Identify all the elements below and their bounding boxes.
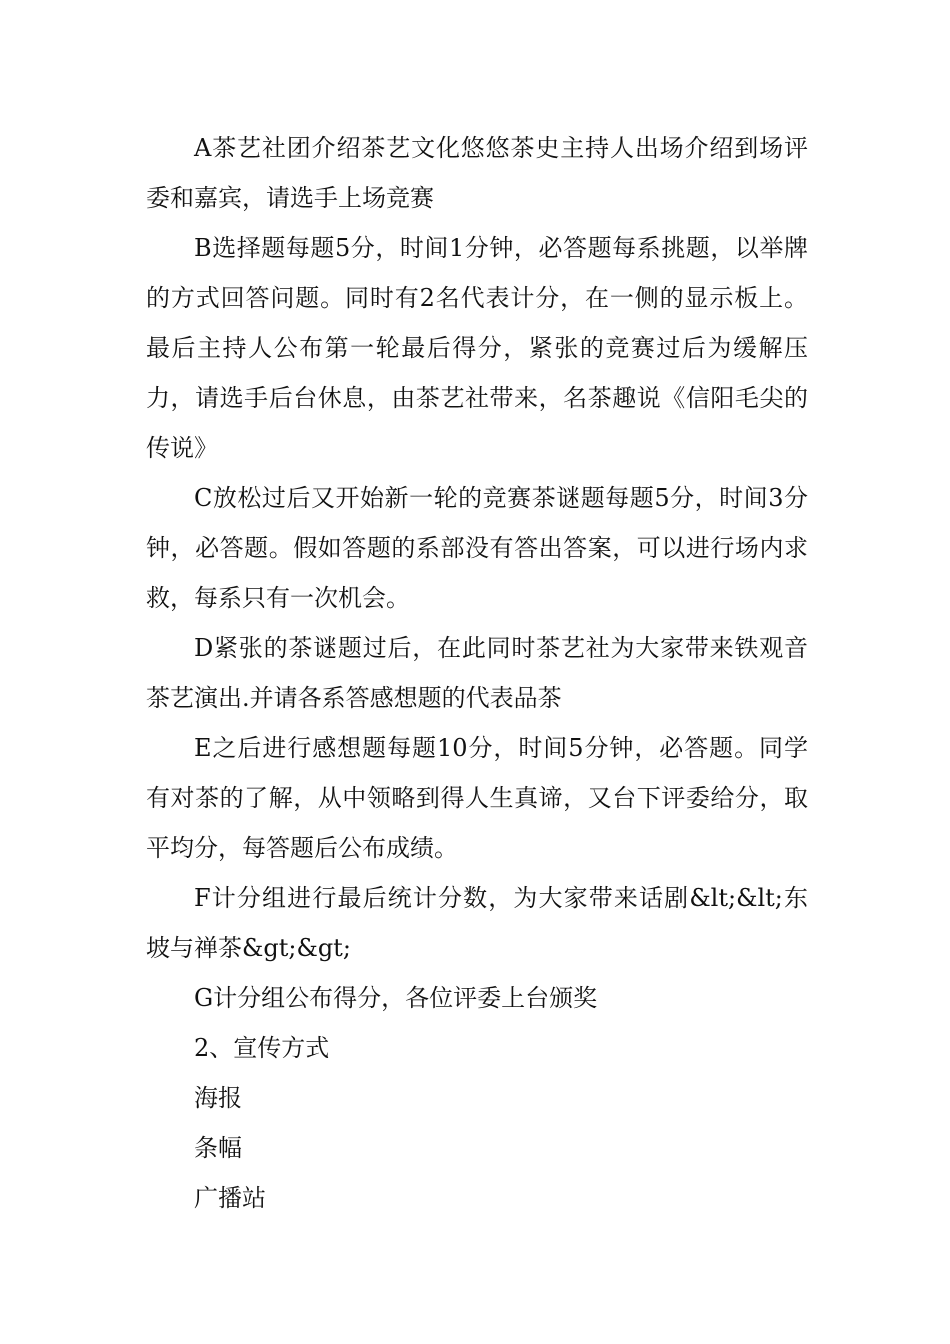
paragraph-f: F计分组进行最后统计分数，为大家带来话剧&lt;&lt;东坡与禅茶&gt;&gt;	[146, 884, 808, 962]
paragraph-c: C放松过后又开始新一轮的竞赛茶谜题每题5分，时间3分钟，必答题。假如答题的系部没有答出答案，可以进行场内求救，每系只有一次机会。	[146, 484, 808, 612]
paragraph-d: D紧张的茶谜题过后，在此同时茶艺社为大家带来铁观音茶艺演出.并请各系答感想题的代表品茶	[146, 634, 808, 712]
paragraph-b: B选择题每题5分，时间1分钟，必答题每系挑题，以举牌的方式回答问题。同时有2名代表计分，在一侧的显示板上。最后主持人公布第一轮最后得分，紧张的竞赛过后为缓解压力，请选手后台休息，由茶艺社带来，名茶趣说《信阳毛尖的传说》	[146, 234, 808, 462]
paragraph-e: E之后进行感想题每题10分，时间5分钟，必答题。同学有对茶的了解，从中领略到得人生真谛，又台下评委给分，取平均分，每答题后公布成绩。	[146, 734, 808, 862]
document-body	[146, 123, 808, 1223]
paragraph-a: A茶艺社团介绍茶艺文化悠悠茶史主持人出场介绍到场评委和嘉宾，请选手上场竞赛	[146, 134, 808, 212]
paragraph-g: G计分组公布得分，各位评委上台颁奖	[194, 984, 598, 1012]
list-item: 广播站	[194, 1184, 266, 1212]
list-item: 海报	[194, 1084, 242, 1112]
section-heading: 2、宣传方式	[194, 1034, 330, 1062]
list-item: 条幅	[194, 1134, 242, 1162]
